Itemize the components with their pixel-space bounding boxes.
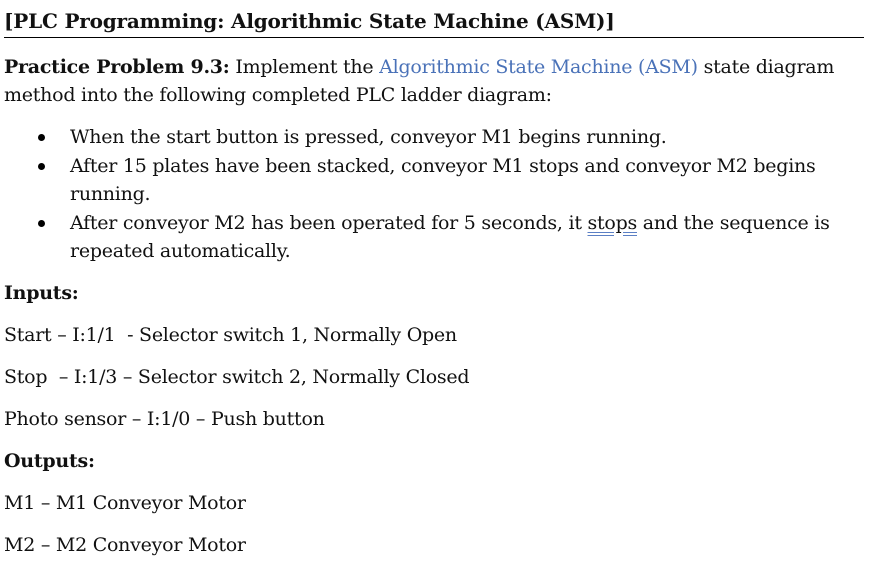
requirements-list: [4, 123, 864, 265]
input-line: Start – I:1/1 - Selector switch 1, Normally Open: [4, 324, 457, 346]
output-line: M2 – M2 Conveyor Motor: [4, 534, 246, 556]
input-line: Photo sensor – I:1/0 – Push button: [4, 408, 325, 430]
problem-text-before: Implement the: [229, 56, 380, 78]
spellcheck-flagged-word[interactable]: stops: [587, 212, 637, 234]
bullet-text-after: and the sequence is repeated automatically.: [70, 212, 830, 262]
bullet-icon: [38, 220, 45, 227]
asm-highlight: Algorithmic State Machine (ASM): [379, 56, 698, 78]
bullet-text-before: After conveyor M2 has been operated for 5 seconds, it: [70, 212, 588, 234]
problem-statement: [4, 53, 864, 109]
list-item: [4, 123, 864, 151]
input-line: Stop – I:1/3 – Selector switch 2, Normally Closed: [4, 366, 470, 388]
inputs-heading: Inputs:: [4, 282, 79, 304]
list-item: [4, 209, 864, 265]
output-line: M1 – M1 Conveyor Motor: [4, 492, 246, 514]
problem-text-after: state diagram method into the following completed PLC ladder diagram:: [4, 56, 835, 106]
page-title: [PLC Programming: Algorithmic State Machine (ASM)]: [4, 0, 864, 38]
problem-label: Practice Problem 9.3:: [4, 56, 230, 78]
bullet-text: After 15 plates have been stacked, conveyor M1 stops and conveyor M2 begins running.: [70, 155, 816, 205]
bullet-icon: [38, 163, 45, 170]
bullet-icon: [38, 134, 45, 141]
outputs-heading: Outputs:: [4, 450, 95, 472]
bullet-text: When the start button is pressed, conveyor M1 begins running.: [70, 126, 667, 148]
document-page: [4, 0, 864, 559]
list-item: [4, 152, 864, 208]
